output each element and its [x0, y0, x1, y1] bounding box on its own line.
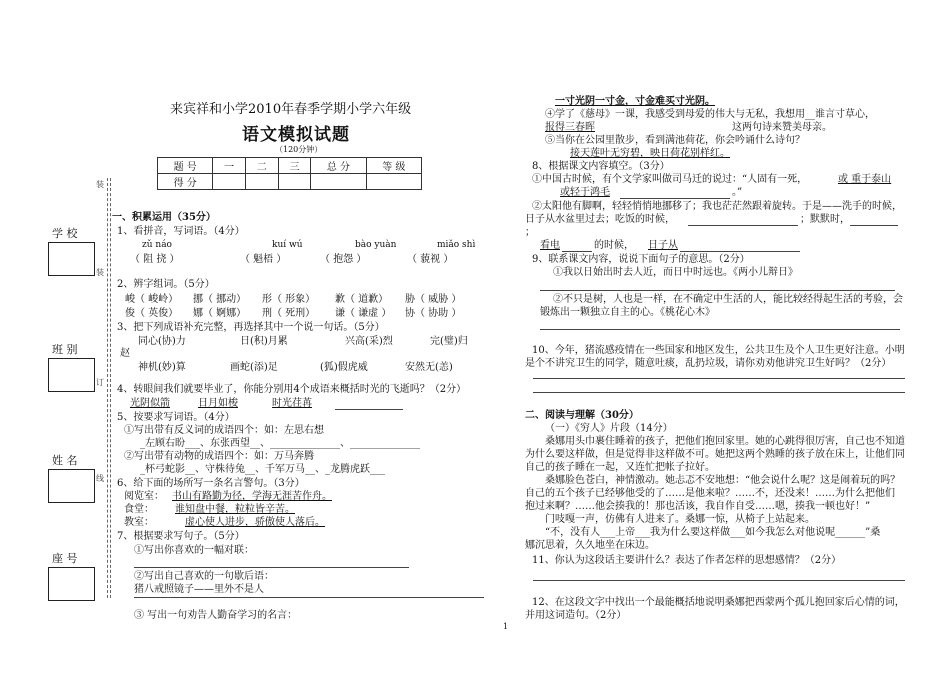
q4-answer: 日月如梭 — [198, 398, 238, 409]
passage-title: （一）《穷人》片段（14分） — [545, 423, 673, 434]
score-header-cell: 题 号 — [158, 158, 213, 174]
q3-idiom: 兴高(采)烈 — [345, 336, 393, 347]
field-label-name: 姓 名 — [52, 454, 78, 467]
q4-blank[interactable] — [335, 409, 403, 410]
q6-a-label: 阅览室： — [124, 491, 164, 502]
q9-2-blank[interactable] — [540, 329, 900, 330]
q3-idiom-wrap: 赵 — [120, 348, 130, 359]
q1-pinyin-3: bào yuàn — [355, 240, 397, 250]
binding-line — [107, 178, 108, 598]
score-header-cell: 总 分 — [311, 158, 366, 174]
field-label-seat: 座 号 — [52, 552, 78, 565]
section-1-heading: 一、积累运用（35分） — [112, 212, 216, 223]
q7-1-blank[interactable] — [134, 567, 409, 568]
q8-2e: 看电 — [540, 240, 560, 251]
passage-line: 为什么要这样做，但是觉得非这样做不可。她把这两个熟睡的孩子放在床上，让他们同 — [525, 449, 905, 460]
q10-prompt: 10、今年，猪流感疫情在一些国家和地区发生，公共卫生及个人卫生更好注意。小明 — [532, 345, 905, 356]
q8-2-blank-2[interactable] — [850, 225, 898, 226]
q11-prompt: 11、你认为这段话主要讲什么？表达了作者怎样的思想感情？（2分） — [532, 555, 842, 566]
q6-b-label: 食堂： — [124, 504, 154, 515]
q2-prompt: 2、辨字组词。（5分） — [117, 279, 215, 290]
q5-2-answer: _杯弓蛇影__、守株待兔__、千军万马__、_龙腾虎跃___ — [140, 464, 385, 475]
score-cell[interactable] — [366, 174, 421, 190]
q3-idiom: 神机(妙)算 — [138, 362, 186, 373]
score-header-cell: 二 — [245, 158, 278, 174]
q3-idiom: 日(积)月累 — [240, 336, 288, 347]
q2-item: 胁（ 威胁 ） — [405, 294, 462, 305]
passage-line: 门吱嘎一声，仿佛有人进来了。桑娜一惊，从椅子上站起来。 — [545, 514, 815, 525]
q3-idiom: (狐)假虎威 — [320, 362, 368, 373]
q12-prompt-b: 并用这词造句。（2分） — [525, 610, 627, 621]
q10-prompt-b: 是个不讲究卫生的同学，随意吐痰，乱扔垃圾，请你劝劝他讲究卫生好吗？（2分） — [525, 358, 892, 369]
q2-item: 歉（ 道歉） — [335, 294, 389, 305]
q11-blank[interactable] — [533, 580, 905, 581]
passage-line: 娜沉思着，久久地坐在床边。 — [525, 540, 655, 551]
passage-line: 桑娜脸色苍白，神情激动。她忐忑不安地想：“他会说什么呢？这是闹着玩的吗？ — [545, 475, 901, 486]
q2-item: 娜（ 婀娜） — [193, 308, 247, 319]
q9-1-blank[interactable] — [540, 290, 895, 291]
q2-item: 峻（ 峻岭） — [125, 294, 179, 305]
q4-prompt: 4、转眼间我们就要毕业了，你能分别用4个成语来概括时光的飞逝吗？（2分） — [117, 384, 467, 395]
binding-mark-xian: 线 — [96, 474, 104, 483]
binding-line-inner — [110, 178, 111, 598]
passage-line: 抱过来啊？……他会揍我的！那也活该，我自作自受……嗯，揍我一顿也好！” — [525, 501, 871, 512]
score-cell[interactable] — [278, 174, 311, 190]
field-label-class: 班 别 — [52, 343, 78, 356]
binding-mark-ding: 订 — [96, 378, 104, 387]
passage-line: 自己的五个孩子已经够他受的了……是他来啦？……不，还没来！……为什么把他们 — [525, 488, 895, 499]
q2-item: 协（ 协助 ） — [405, 308, 462, 319]
q1-answer-2: （ 魁梧 ） — [240, 254, 287, 265]
score-header-cell: 三 — [278, 158, 311, 174]
q5-2-prompt: ②写出带有动物的成语四个：如：万马奔腾 — [124, 451, 314, 462]
q8-2g: 日子从 — [648, 240, 678, 251]
q6-prompt: 6、给下面的场所写一条名言警句。（3分） — [117, 478, 305, 489]
q6-a-answer: 书山有路勤为径，学海无涯苦作舟。 — [172, 491, 332, 502]
q8-1-blank[interactable] — [620, 198, 730, 199]
q8-2f: 的时候， — [594, 240, 634, 251]
score-row-label: 得 分 — [158, 174, 213, 190]
passage-line: 自己的孩子睡在一起，又连忙把帐子拉好。 — [525, 462, 715, 473]
q4-answer: 光阴似箭 — [130, 398, 170, 409]
score-header-cell: 等 级 — [366, 158, 421, 174]
r-q5-answer: 接天莲叶无穷碧，映日荷花别样红。 — [570, 148, 730, 159]
field-label-school: 学 校 — [52, 227, 78, 240]
q8-1: ①中国古时候，有个文学家叫做司马迁的说过：“人固有一死， — [532, 174, 808, 185]
r-q5: ⑤当你在公园里散步，看到满池荷花，你会吟诵什么诗句？ — [545, 135, 805, 146]
section-2-heading: 二、阅读与理解（30分） — [525, 410, 639, 421]
q7-2-prompt: ②写出自己喜欢的一句歇后语： — [134, 571, 274, 582]
q3-prompt: 3、把下列成语补充完整，再选择其中一个说一句话。（5分） — [117, 322, 385, 333]
q3-idiom: 安然无(恙) — [405, 362, 453, 373]
school-input-box[interactable] — [48, 242, 95, 276]
score-header-cell: 一 — [213, 158, 246, 174]
name-input-box[interactable] — [48, 469, 95, 503]
q1-pinyin-4: miǎo shì — [437, 240, 476, 250]
q4-answer: 时光荏苒 — [272, 398, 312, 409]
q7-3-prompt: ③ 写出一句劝告人勤奋学习的名言： — [134, 610, 298, 621]
score-cell[interactable] — [311, 174, 366, 190]
binding-mark-zhuang-2: 装 — [96, 268, 104, 277]
q8-2-blank-1[interactable] — [688, 225, 798, 226]
q2-item: 刑（ 死刑） — [262, 308, 316, 319]
exam-title: 语文模拟试题 — [242, 125, 350, 145]
seat-input-box[interactable] — [48, 567, 95, 601]
q3-idiom: 画蛇(添)足 — [230, 362, 278, 373]
q5-1-answer: _左顾右盼___、东张西望__、______________、______________ — [140, 438, 420, 449]
q2-item: 俊（ 英俊） — [125, 308, 179, 319]
q1-answer-3: （ 抱怨 ） — [320, 254, 367, 265]
q8-1-answer-a: 或 重于泰山 — [838, 174, 892, 185]
q8-2-blank-4[interactable] — [680, 251, 800, 252]
q8-1-answer-b: 或轻于鸿毛 — [560, 187, 610, 198]
q8-2: ②太阳他有脚啊，轻轻悄悄地挪移了；我也茫茫然跟着旋转。于是——洗手的时候， — [532, 201, 902, 212]
q8-prompt: 8、根据课文内容填空。（3分） — [532, 161, 670, 172]
q9-prompt: 9、联系课文内容，说说下面句子的意思。（2分） — [532, 254, 750, 265]
q10-blank-1[interactable] — [533, 378, 905, 379]
score-cell[interactable] — [213, 174, 246, 190]
q2-item: 挪（ 挪动） — [193, 294, 247, 305]
school-title: 来宾祥和小学2010年春季学期小学六年级 — [170, 102, 412, 117]
passage-line: 桑娜用头巾裹住睡着的孩子，把他们抱回家里。她的心跳得很厉害，自己也不知道 — [545, 436, 905, 447]
binding-mark-zhuang: 装 — [96, 180, 104, 189]
q9-2b: 锻炼出一颗独立自主的心。《桃花心木》 — [540, 307, 715, 318]
q8-2-blank-3[interactable] — [562, 251, 592, 252]
duration: （120分钟） — [275, 145, 323, 154]
q8-1-end: 。” — [732, 187, 743, 198]
q9-1: ①我以日始出时去人近，而日中时远也。《两小儿辩日》 — [553, 267, 798, 278]
r-motto: 一寸光阴一寸金，寸金难买寸光阴。 — [555, 96, 715, 107]
q10-blank-2[interactable] — [533, 392, 905, 393]
q12-prompt: 12、在这段文字中找出一个最能概括地说明桑娜把西蒙两个孤儿抱回家后心情的词， — [532, 597, 905, 608]
q2-item: 形（ 形象） — [262, 294, 316, 305]
q8-2b: 日子从水盆里过去；吃饭的时候， — [525, 214, 675, 225]
q2-item: 谦（ 谦虚 ） — [335, 308, 392, 319]
score-cell[interactable] — [245, 174, 278, 190]
q3-idiom: 同心(协)力 — [138, 336, 186, 347]
q5-1-prompt: ①写出带有反义词的成语四个：如：左思右想 — [124, 425, 324, 436]
q8-2d: ； — [525, 227, 535, 238]
r-q4-answer: 报得三春晖 — [545, 122, 595, 133]
q1-answer-4: （ 藐视 ） — [407, 254, 454, 265]
r-q4-tail: 这两句诗来赞美母亲。 — [732, 122, 832, 133]
q6-c-answer: 虚心使人进步，骄傲使人落后。 — [185, 517, 325, 528]
q6-c-label: 教室： — [124, 517, 154, 528]
q1-answer-1: （ 阻 挠 ） — [130, 254, 180, 265]
q6-b-answer: 谁知盘中餐，粒粒皆辛苦。 — [175, 504, 295, 515]
q5-prompt: 5、按要求写词语。（4分） — [117, 412, 235, 423]
q1-pinyin-1: zǔ náo — [142, 240, 172, 250]
q1-prompt: 1、看拼音，写词语。（4分） — [117, 226, 245, 237]
class-input-box[interactable] — [48, 358, 95, 392]
q8-2c: ；默默时， — [800, 214, 850, 225]
q7-2-answer: 猪八戒照镜子——里外不是人 — [134, 584, 264, 595]
r-q4: ④学了《慈母》一课，我感受到母爱的伟大与无私，我想用__谁言寸草心， — [545, 109, 875, 120]
q9-2: ②不只是树，人也是一样，在不确定中生活的人，能比较经得起生活的考验，会 — [553, 294, 903, 305]
passage-line: “不，没有人___上帝___我为什么要这样做___如今我怎么对他说呢______”桑 — [545, 527, 881, 538]
page-number: 1 — [503, 622, 509, 631]
q7-prompt: 7、根据要求写句子。（5分） — [117, 531, 245, 542]
q7-2-blank[interactable] — [134, 597, 484, 598]
q3-idiom: 完(璧)归 — [430, 336, 468, 347]
q1-pinyin-2: kuí wú — [272, 240, 303, 250]
q7-1-prompt: ①写出你喜欢的一幅对联： — [134, 545, 254, 556]
score-table — [157, 157, 422, 190]
